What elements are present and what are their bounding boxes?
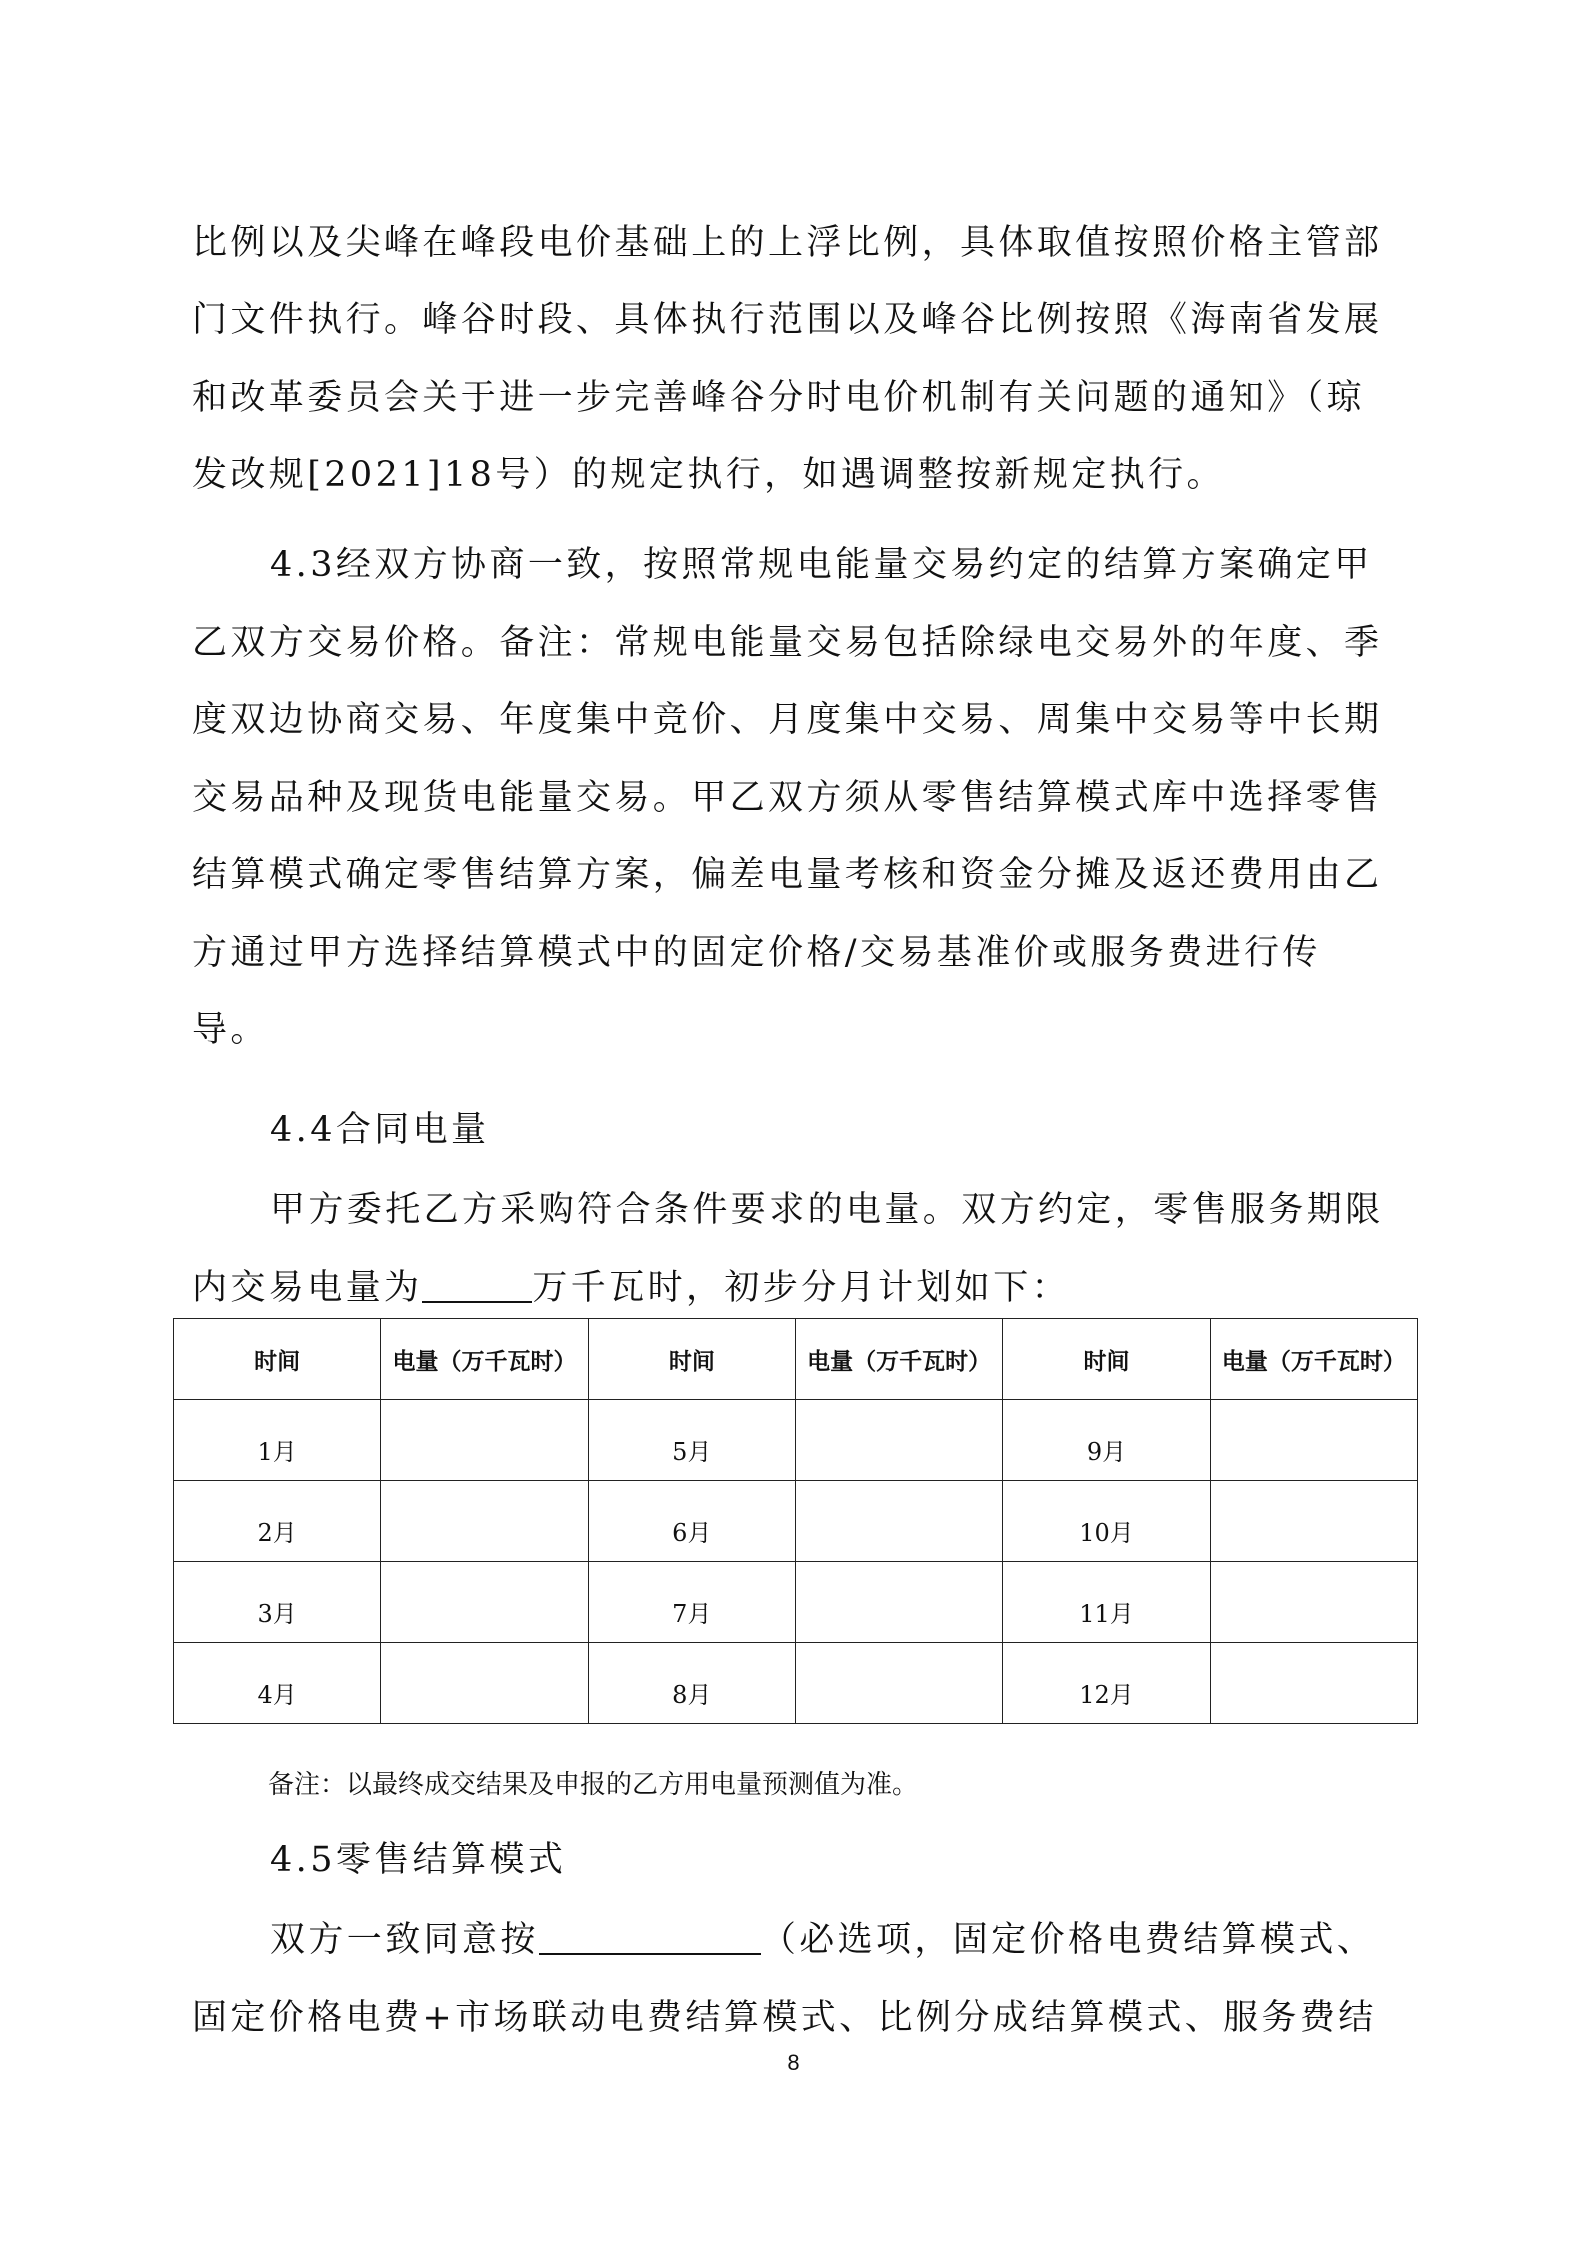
month-cell: 9月 (1003, 1400, 1210, 1481)
month-cell: 6月 (588, 1481, 795, 1562)
para1-line4: 发改规[2021]18号）的规定执行，如遇调整按新规定执行。 (192, 455, 1225, 495)
month-cell: 5月 (588, 1400, 795, 1481)
table-row (174, 1562, 1418, 1643)
para2-line5: 结算模式确定零售结算方案，偏差电量考核和资金分摊及返还费用由乙 (192, 855, 1383, 895)
para2-line1: 4.3经双方协商一致，按照常规电能量交易约定的结算方案确定甲 (270, 545, 1373, 585)
volume-cell[interactable] (381, 1643, 588, 1724)
table-row (174, 1400, 1418, 1481)
volume-cell[interactable] (1210, 1400, 1417, 1481)
para1-line2: 门文件执行。峰谷时段、具体执行范围以及峰谷比例按照《海南省发展 (192, 300, 1383, 340)
monthly-plan-table (173, 1318, 1418, 1724)
para2-line2: 乙双方交易价格。备注：常规电能量交易包括除绿电交易外的年度、季 (192, 623, 1383, 663)
volume-cell[interactable] (381, 1562, 588, 1643)
para2-line7: 导。 (192, 1010, 269, 1050)
month-cell: 1月 (174, 1400, 381, 1481)
header-time-2: 时间 (588, 1319, 795, 1400)
table-row (174, 1481, 1418, 1562)
para3-text-after-blank: 万千瓦时，初步分月计划如下： (532, 1268, 1071, 1308)
para2-line3: 度双边协商交易、年度集中竞价、月度集中交易、周集中交易等中长期 (192, 700, 1383, 740)
volume-cell[interactable] (381, 1481, 588, 1562)
header-volume-1: 电量（万千瓦时） (381, 1319, 588, 1400)
month-cell: 3月 (174, 1562, 381, 1643)
page-number: 8 (787, 2050, 800, 2075)
para4-text-before-blank: 双方一致同意按 (270, 1920, 539, 1960)
contract-volume-blank[interactable] (422, 1261, 532, 1303)
para3-text-before-blank: 内交易电量为 (192, 1268, 423, 1308)
para1-line3: 和改革委员会关于进一步完善峰谷分时电价机制有关问题的通知》（琼 (192, 378, 1365, 418)
para2-line4: 交易品种及现货电能量交易。甲乙双方须从零售结算模式库中选择零售 (192, 778, 1383, 818)
month-cell: 7月 (588, 1562, 795, 1643)
table-header-row (174, 1319, 1418, 1400)
volume-cell[interactable] (795, 1562, 1002, 1643)
para3-line2 (192, 1258, 1352, 1318)
table-note: 备注：以最终成交结果及申报的乙方用电量预测值为准。 (268, 1770, 919, 1800)
header-time-3: 时间 (1003, 1319, 1210, 1400)
month-cell: 8月 (588, 1643, 795, 1724)
para4-line2: 固定价格电费+市场联动电费结算模式、比例分成结算模式、服务费结 (192, 1998, 1377, 2038)
para4-text-after-blank: （必选项，固定价格电费结算模式、 (760, 1920, 1376, 1960)
volume-cell[interactable] (1210, 1562, 1417, 1643)
volume-cell[interactable] (1210, 1481, 1417, 1562)
header-volume-2: 电量（万千瓦时） (795, 1319, 1002, 1400)
para1-line1: 比例以及尖峰在峰段电价基础上的上浮比例，具体取值按照价格主管部 (192, 223, 1383, 263)
para4-line1 (270, 1910, 1376, 1970)
header-volume-3: 电量（万千瓦时） (1210, 1319, 1417, 1400)
section-heading-4-5: 4.5零售结算模式 (270, 1840, 567, 1880)
para2-line6: 方通过甲方选择结算模式中的固定价格/交易基准价或服务费进行传 (192, 933, 1321, 973)
month-cell: 12月 (1003, 1643, 1210, 1724)
volume-cell[interactable] (795, 1481, 1002, 1562)
month-cell: 11月 (1003, 1562, 1210, 1643)
volume-cell[interactable] (795, 1643, 1002, 1724)
volume-cell[interactable] (381, 1400, 588, 1481)
volume-cell[interactable] (1210, 1643, 1417, 1724)
section-heading-4-4: 4.4合同电量 (270, 1110, 490, 1150)
month-cell: 2月 (174, 1481, 381, 1562)
month-cell: 10月 (1003, 1481, 1210, 1562)
table-row (174, 1643, 1418, 1724)
volume-cell[interactable] (795, 1400, 1002, 1481)
settlement-mode-blank[interactable] (539, 1913, 761, 1955)
header-time-1: 时间 (174, 1319, 381, 1400)
para3-line1: 甲方委托乙方采购符合条件要求的电量。双方约定，零售服务期限 (270, 1190, 1384, 1230)
month-cell: 4月 (174, 1643, 381, 1724)
